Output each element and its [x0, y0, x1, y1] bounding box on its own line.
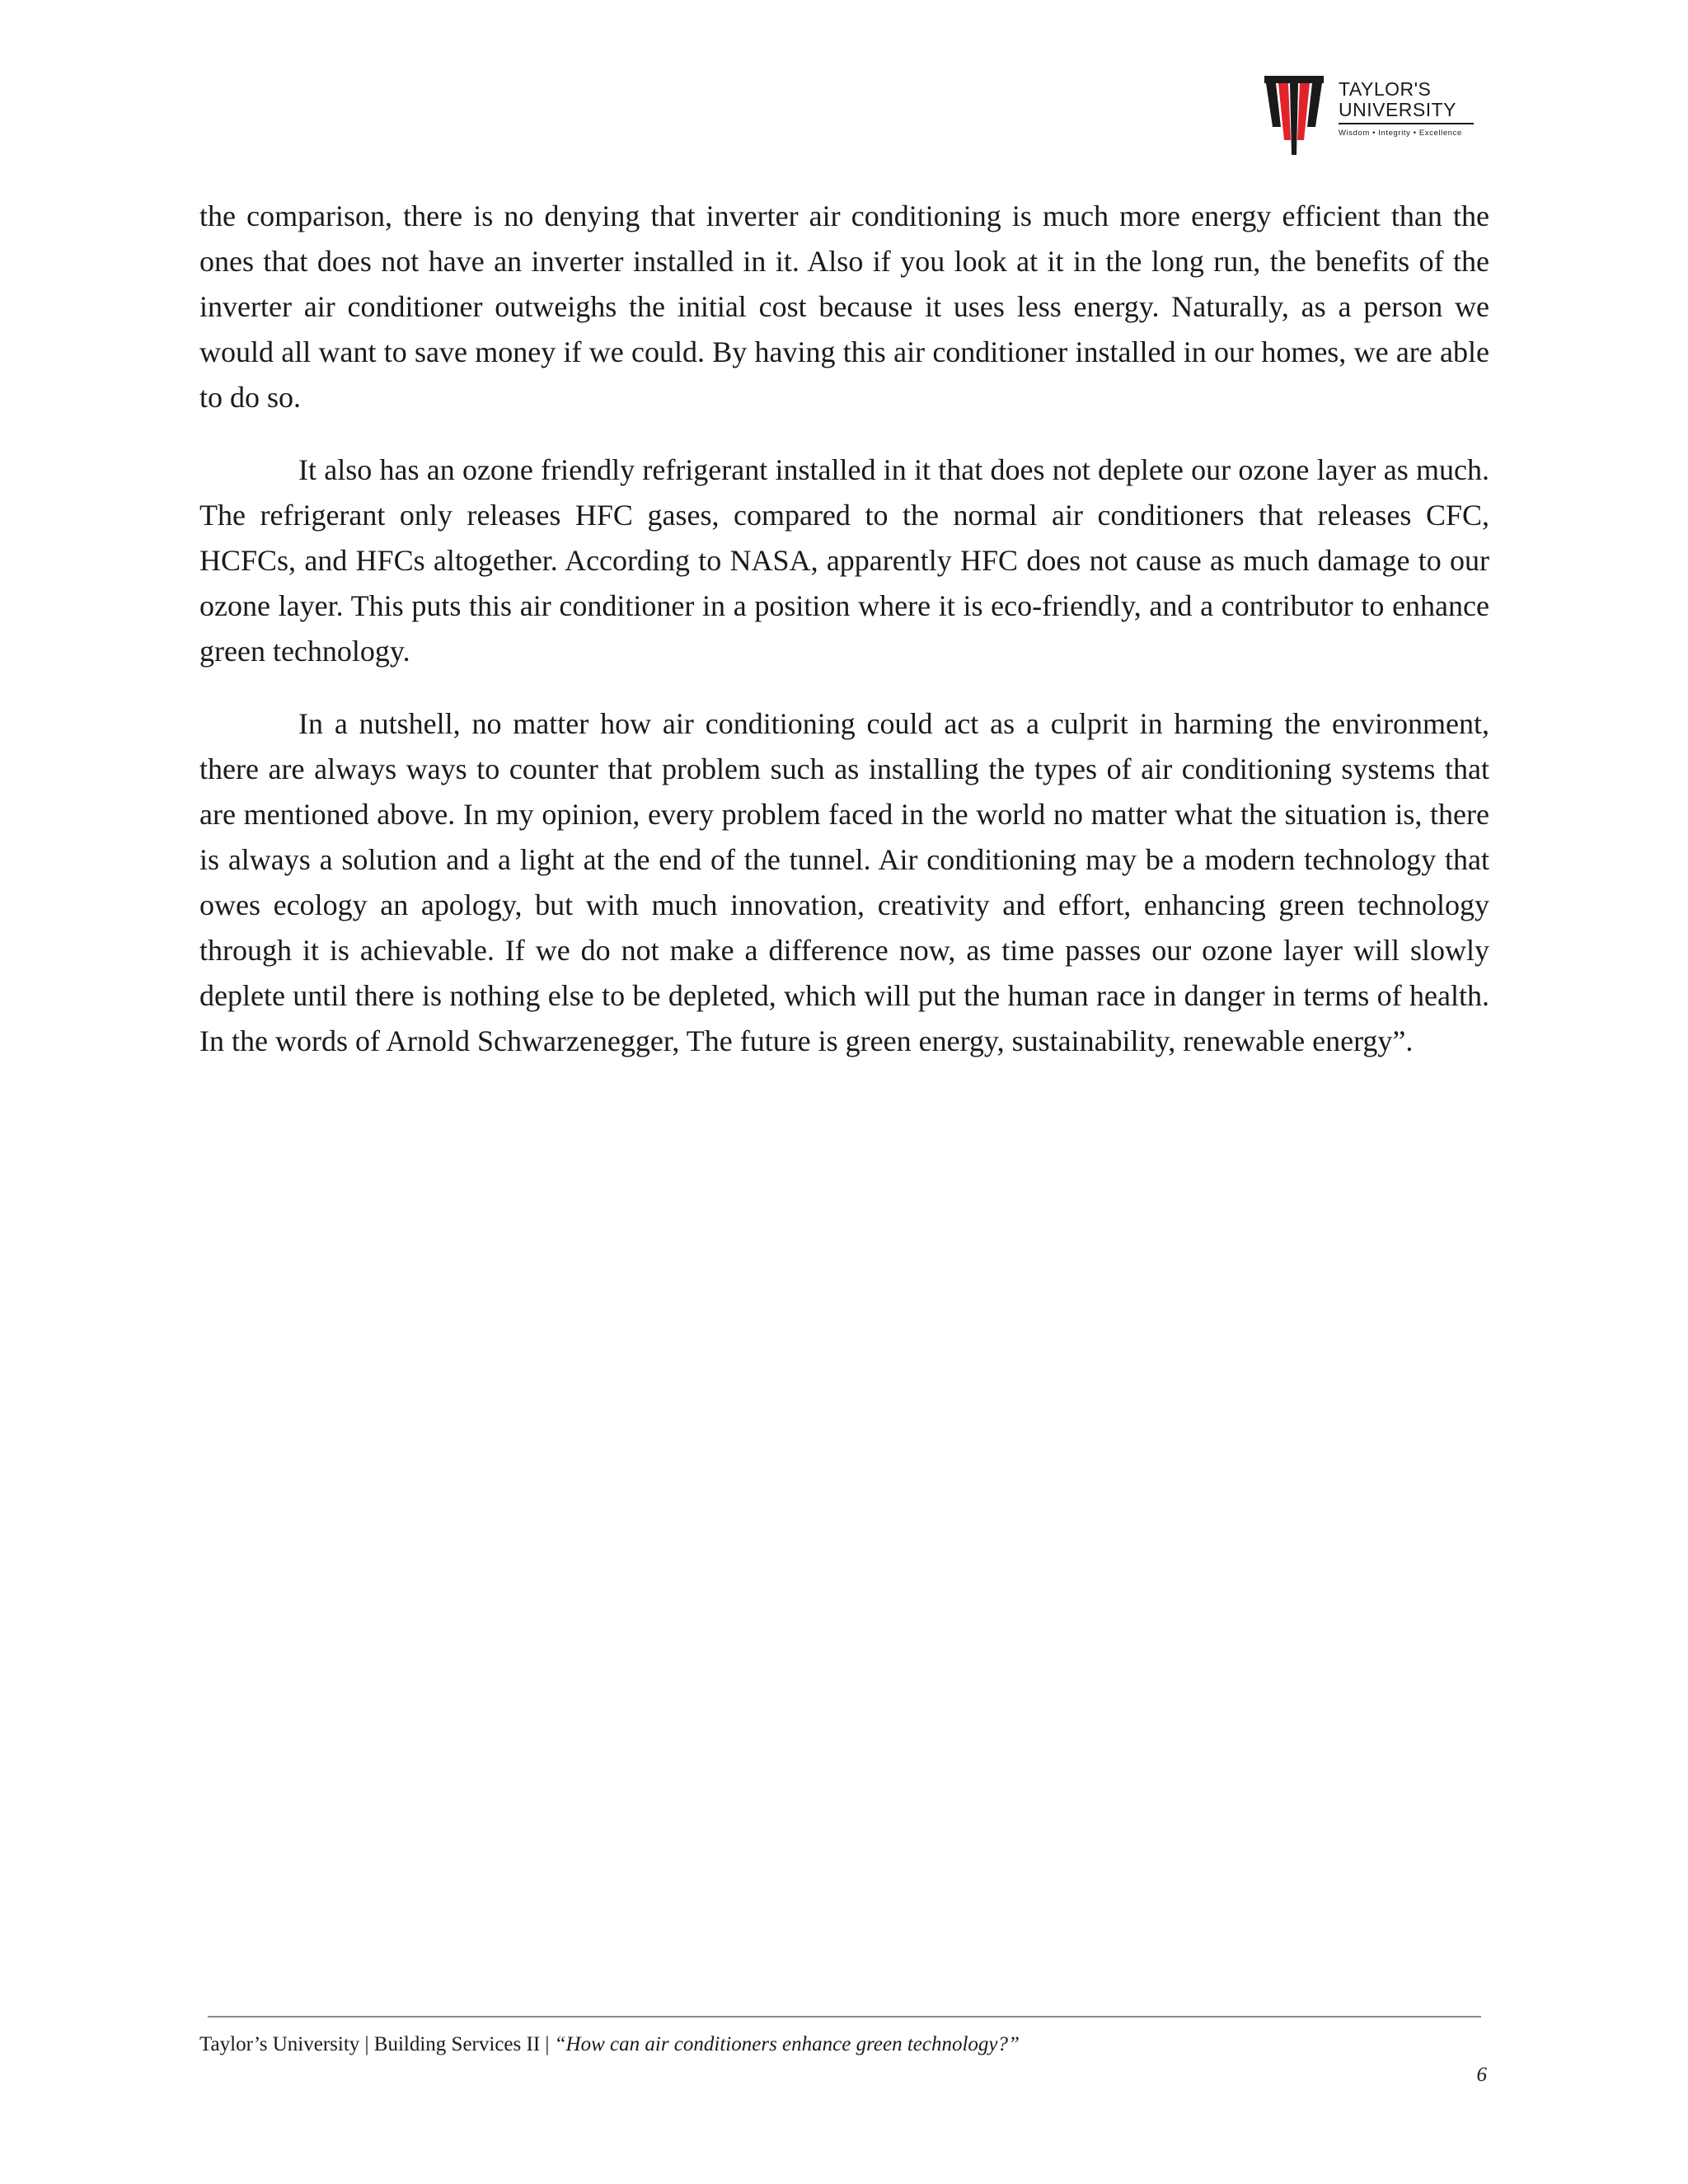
page-number: 6: [1476, 2064, 1487, 2086]
footer-prefix: Taylor’s University | Building Services II |: [199, 2033, 555, 2055]
logo-name-line1: TAYLOR'S: [1339, 78, 1432, 100]
body-text: [199, 194, 1489, 1091]
footer-title-quote: “How can air conditioners enhance green technology?”: [554, 2033, 1020, 2055]
footer-running-title: [199, 2032, 1020, 2057]
paragraph-3: In a nutshell, no matter how air conditioning could act as a culprit in harming the environment, there are always ways to counter that problem such as installing the types of air conditioning systems that are mentioned above. In my opinion, every problem faced in the world no matter what the situation is, there is always a solution and a light at the end of the tunnel. Air conditioning may be a modern technology that owes ecology an apology, but with much innovation, creativity and effort, enhancing green technology through it is achievable. If we do not make a difference now, as time passes our ozone layer will slowly deplete until there is nothing else to be depleted, which will put the human race in danger in terms of health. In the words of Arnold Schwarzenegger, The future is green energy, sustainability, renewable energy”.: [199, 707, 1489, 1057]
logo-divider: [1339, 123, 1474, 124]
taylors-emblem-icon: [1264, 76, 1324, 155]
university-logo: [1263, 76, 1477, 158]
paragraph-2: It also has an ozone friendly refrigerant installed in it that does not deplete our ozone layer as much. The refrigerant only releases HFC gases, compared to the normal air conditioners that releases CFC, HCFCs, and HFCs altogether. According to NASA, apparently HFC does not cause as much damage to our ozone layer. This puts this air conditioner in a position where it is eco-friendly, and a contributor to enhance green technology.: [199, 453, 1489, 668]
logo-name-line2: UNIVERSITY: [1339, 99, 1457, 120]
logo-tagline: Wisdom • Integrity • Excellence: [1339, 129, 1462, 138]
paragraph-1: the comparison, there is no denying that inverter air conditioning is much more energy efficient than the ones that does not have an inverter installed in it. Also if you look at it in the long run, the benefits of the inverter air conditioner outweighs the initial cost because it uses less energy. Naturally, as a person we would all want to save money if we could. By having this air conditioner installed in our homes, we are able to do so.: [199, 199, 1489, 414]
footer-divider: [208, 2016, 1481, 2018]
